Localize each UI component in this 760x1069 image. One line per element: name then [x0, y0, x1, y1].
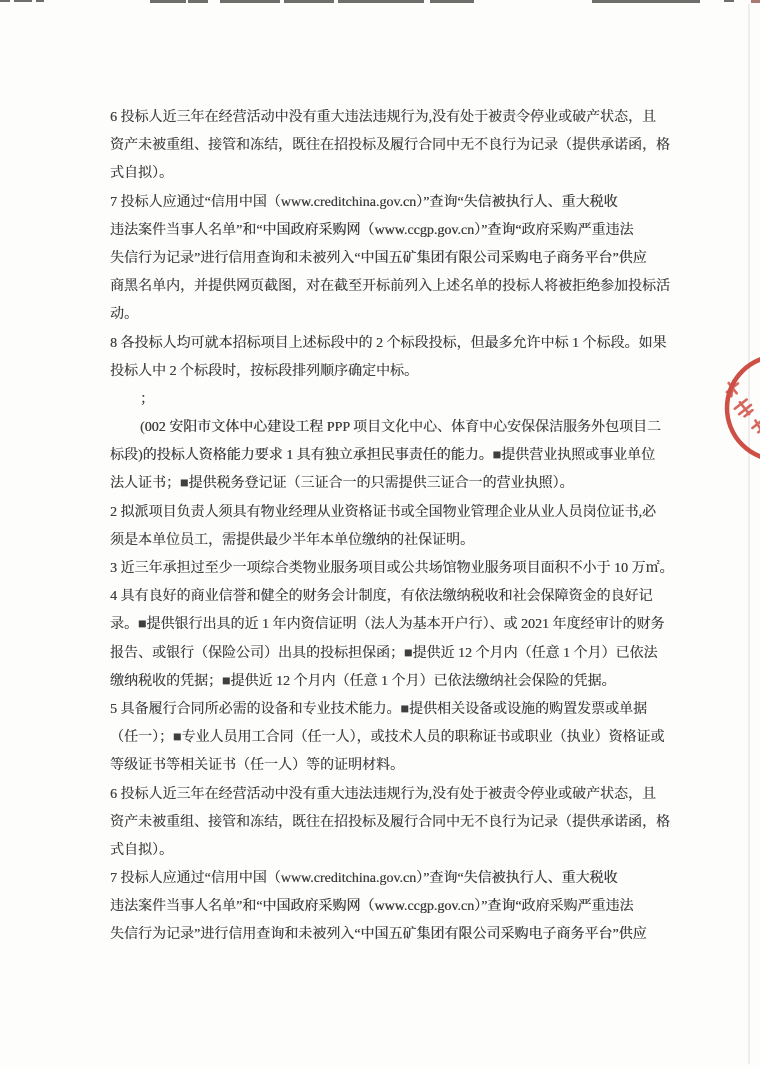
- text-line: 失信行为记录”进行信用查询和未被列入“中国五矿集团有限公司采购电子商务平台”供应: [110, 927, 647, 943]
- text-line: 投标人中 2 个标段时，按标段排列顺序确定中标。: [110, 363, 418, 379]
- text-line: 失信行为记录”进行信用查询和未被列入“中国五矿集团有限公司采购电子商务平台”供应: [110, 250, 647, 266]
- text-line: ；: [140, 391, 154, 407]
- scan-artifact: [188, 0, 208, 3]
- text-line: 录。■提供银行出具的近 1 年内资信证明（法人为基本开户行）、或 2021 年度经审计的财务: [110, 617, 665, 633]
- text-line: 5 具备履行合同所必需的设备和专业技术能力。■提供相关设备或设施的购置发票或单据: [110, 701, 647, 717]
- text-line: 资产未被重组、接管和冻结，既往在招投标及履行合同中无不良行为记录（提供承诺函，格: [110, 814, 670, 830]
- text-line: 违法案件当事人名单”和“中国政府采购网（www.ccgp.gov.cn）”查询“政府采购严重违法: [110, 222, 634, 238]
- text-line: (002 安阳市文体中心建设工程 PPP 项目文化中心、体育中心安保保洁服务外包项目二: [140, 420, 661, 436]
- text-line: 标段)的投标人资格能力要求 1 具有独立承担民事责任的能力。■提供营业执照或事业单位: [110, 448, 656, 464]
- scan-artifact: [14, 0, 32, 2]
- scan-artifact: [751, 0, 760, 3]
- text-line: 6 投标人近三年在经营活动中没有重大违法违规行为,没有处于被责令停业或破产状态，且: [110, 786, 656, 802]
- text-line: 7 投标人应通过“信用中国（www.creditchina.gov.cn）”查询“失信被执行人、重大税收: [110, 871, 618, 887]
- scan-artifact: [36, 0, 44, 2]
- text-line: 4 具有良好的商业信誉和健全的财务会计制度，有依法缴纳税收和社会保障资金的良好记: [110, 589, 653, 605]
- scan-artifact: [0, 0, 10, 2]
- text-line: 缴纳税收的凭据；■提供近 12 个月内（任意 1 个月）已依法缴纳社会保险的凭据。: [110, 673, 616, 689]
- text-line: 商黑名单内，并提供网页截图，对在截至开标前列入上述名单的投标人将被拒绝参加投标活: [110, 279, 670, 295]
- scan-artifact: [592, 0, 700, 3]
- text-line: 6 投标人近三年在经营活动中没有重大违法违规行为,没有处于被责令停业或破产状态，且: [110, 110, 656, 125]
- red-seal-stamp: [712, 352, 760, 472]
- text-line: （任一）；■专业人员用工合同（任一人），或技术人员的职称证书或职业（执业）资格证或: [110, 730, 665, 746]
- red-circular-seal-stamp-icon: [712, 352, 760, 472]
- scan-artifact: [338, 0, 424, 3]
- text-line: 式自拟）。: [110, 166, 173, 182]
- text-line: 动。: [110, 307, 138, 323]
- text-line: 违法案件当事人名单”和“中国政府采购网（www.ccgp.gov.cn）”查询“政府采购严重违法: [110, 899, 634, 915]
- scan-artifact: [724, 0, 734, 2]
- scan-artifact: [150, 0, 186, 3]
- text-line: 须是本单位员工，需提供最少半年本单位缴纳的社保证明。: [110, 532, 474, 548]
- text-line: 报告、或银行（保险公司）出具的投标担保函；■提供近 12 个月内（任意 1 个月）已依法: [110, 645, 658, 661]
- page-edge-shadow: [748, 4, 750, 1064]
- text-line: 3 近三年承担过至少一项综合类物业服务项目或公共场馆物业服务项目面积不小于 10 万㎡。: [110, 561, 674, 576]
- scan-artifact: [430, 0, 474, 3]
- text-line: 等级证书等相关证书（任一人）等的证明材料。: [110, 758, 404, 774]
- scan-artifact: [284, 0, 334, 3]
- text-line: 法人证书；■提供税务登记证（三证合一的只需提供三证合一的营业执照）。: [110, 476, 574, 492]
- scan-artifact: [220, 0, 280, 3]
- text-line: 资产未被重组、接管和冻结，既往在招投标及履行合同中无不良行为记录（提供承诺函，格: [110, 138, 670, 154]
- text-line: 7 投标人应通过“信用中国（www.creditchina.gov.cn）”查询“失信被执行人、重大税收: [110, 194, 618, 210]
- document-text-block: [110, 104, 674, 950]
- text-line: 式自拟）。: [110, 842, 173, 858]
- text-line: 8 各投标人均可就本招标项目上述标段中的 2 个标段投标，但最多允许中标 1 个标段。如果: [110, 335, 667, 351]
- text-line: 2 拟派项目负责人须具有物业经理从业资格证书或全国物业管理企业从业人员岗位证书,必: [110, 504, 656, 520]
